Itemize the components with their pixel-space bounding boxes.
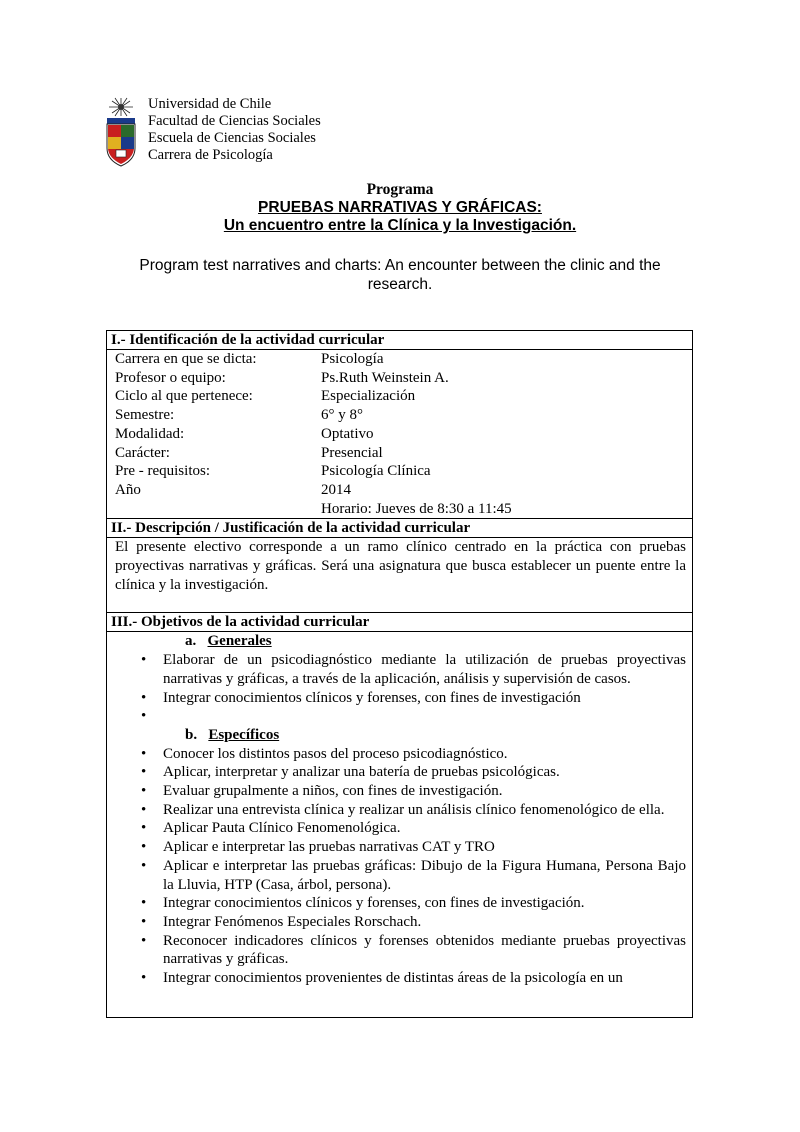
section1-table [107, 350, 692, 518]
field-label: Carácter: [115, 444, 170, 461]
institution-lines [148, 96, 321, 164]
table-row [115, 425, 692, 444]
field-value: Psicología [321, 351, 384, 367]
list-item: • Integrar conocimientos clínicos y forenses, con fines de investigación [107, 689, 692, 708]
section2-heading: II.- Descripción / Justificación de la actividad curricular [107, 518, 692, 538]
list-item [107, 707, 692, 726]
field-label: Profesor o equipo: [115, 369, 226, 386]
section3-heading: III.- Objetivos de la actividad curricular [107, 612, 692, 632]
list-item: • Elaborar de un psicodiagnóstico mediante la utilización de pruebas proyectivas narrativas y gráficas, a través de la aplicación, análisis y supervisión de casos. [107, 651, 692, 688]
subsection-label: Generales [207, 633, 272, 650]
list-item: • Aplicar Pauta Clínico Fenomenológica. [107, 819, 692, 838]
table-row [115, 369, 692, 388]
institution-school: Escuela de Ciencias Sociales [148, 130, 316, 146]
list-item: • Aplicar e interpretar las pruebas narrativas CAT y TRO [107, 838, 692, 857]
table-row [115, 500, 692, 519]
institution-career: Carrera de Psicología [148, 147, 273, 163]
list-item: • Realizar una entrevista clínica y realizar un análisis clínico fenomenológico de ella. [107, 801, 692, 820]
field-value: 6° y 8° [321, 407, 363, 424]
objectives-specific-heading [107, 726, 692, 745]
field-label: Semestre: [115, 407, 175, 424]
field-label: Ciclo al que pertenece: [115, 388, 253, 405]
title-main-line1: PRUEBAS NARRATIVAS Y GRÁFICAS: [258, 199, 542, 216]
title-block [0, 181, 800, 235]
objectives-general-list [107, 651, 692, 726]
section1-heading: I.- Identificación de la actividad curricular [107, 331, 692, 350]
field-value: Psicología Clínica [321, 463, 431, 480]
subsection-marker: b. [185, 726, 198, 743]
program-table [106, 330, 693, 1018]
subsection-marker: a. [185, 633, 197, 650]
field-value: Optativo [321, 425, 374, 442]
field-value: Ps.Ruth Weinstein A. [321, 369, 449, 386]
field-label: Carrera en que se dicta: [115, 351, 257, 367]
section2-description: El presente electivo corresponde a un ramo clínico centrado en la práctica con pruebas proyectivas narrativas y gráficas. Será una asignatura que busca establecer un puente entre la clínica y la investigación. [115, 539, 686, 593]
objectives-general-heading [107, 632, 692, 651]
field-label: Pre - requisitos: [115, 463, 210, 480]
title-english: Program test narratives and charts: An encounter between the clinic and the research. [139, 257, 661, 293]
list-item: • Integrar conocimientos clínicos y forenses, con fines de investigación. [107, 894, 692, 913]
institution-university: Universidad de Chile [148, 96, 272, 112]
title-programa: Programa [366, 181, 434, 198]
title-main-line2: Un encuentro entre la Clínica y la Investigación. [223, 217, 577, 234]
subsection-label: Específicos [208, 726, 280, 743]
institution-faculty: Facultad de Ciencias Sociales [148, 113, 321, 129]
objectives-specific-list [107, 745, 692, 988]
field-label: Modalidad: [115, 425, 185, 442]
table-row [115, 350, 692, 369]
field-value: Horario: Jueves de 8:30 a 11:45 [321, 500, 512, 517]
list-item: • Integrar Fenómenos Especiales Rorschach. [107, 913, 692, 932]
field-value: 2014 [321, 481, 351, 498]
field-value: Especialización [321, 388, 416, 405]
university-crest-icon [101, 96, 141, 168]
list-item: • Aplicar, interpretar y analizar una batería de pruebas psicológicas. [107, 763, 692, 782]
table-row [115, 387, 692, 406]
table-row [115, 444, 692, 463]
list-item: • Aplicar e interpretar las pruebas gráficas: Dibujo de la Figura Humana, Persona Bajo la Lluvia, HTP (Casa, árbol, persona). [107, 857, 692, 894]
field-label: Año [115, 481, 141, 498]
list-item: • Integrar conocimientos provenientes de distintas áreas de la psicología en un [107, 969, 692, 988]
list-item: • Evaluar grupalmente a niños, con fines de investigación. [107, 782, 692, 801]
list-item: • Conocer los distintos pasos del proceso psicodiagnóstico. [107, 745, 692, 764]
table-row [115, 481, 692, 500]
institution-header [101, 96, 401, 171]
table-row [115, 462, 692, 481]
list-item: • Reconocer indicadores clínicos y forenses obtenidos mediante pruebas proyectivas narrativas y gráficas. [107, 932, 692, 969]
field-label [115, 500, 321, 519]
table-row [115, 406, 692, 425]
field-value: Presencial [321, 444, 383, 461]
